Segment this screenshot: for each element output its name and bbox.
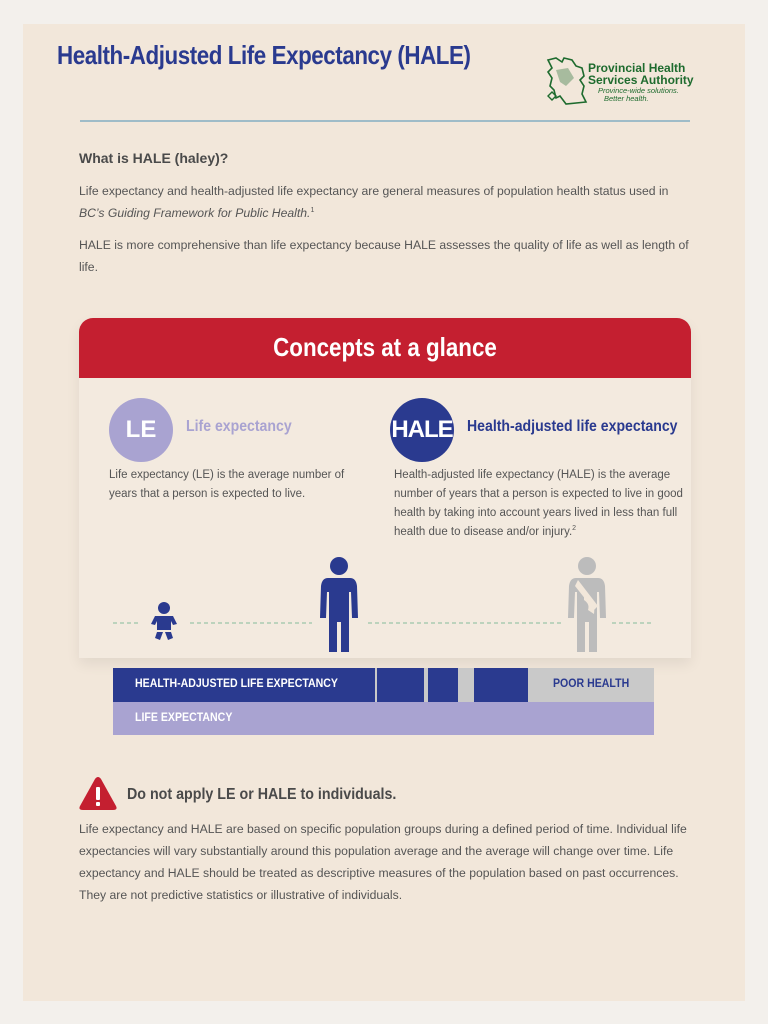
- baby-icon: [151, 602, 177, 640]
- poor-health-label: POOR HEALTH: [553, 678, 630, 690]
- hale-description: [394, 466, 684, 542]
- hale-segment-2: [377, 668, 424, 702]
- intro-paragraph-2: HALE is more comprehensive than life expectancy because HALE assesses the quality of life as well as length of life.: [79, 238, 689, 274]
- section-heading: What is HALE (haley)?: [79, 150, 229, 166]
- logo-tagline-1: Province-wide solutions.: [598, 86, 679, 95]
- concepts-banner: [79, 318, 691, 378]
- intro-paragraph-1: [79, 180, 689, 224]
- le-badge: LE: [109, 398, 173, 462]
- adult-figure-icon: [320, 557, 358, 652]
- hale-description-text: Health-adjusted life expectancy (HALE) is the average number of years that a person is expected to live in good health by taking into account years lived in less than full health due to disease and/or injury.: [394, 469, 683, 538]
- hale-bar: [113, 668, 654, 702]
- page-title: Health-Adjusted Life Expectancy (HALE): [57, 40, 471, 70]
- warning-title: Do not apply LE or HALE to individuals.: [127, 786, 397, 803]
- framework-reference: BC’s Guiding Framework for Public Health.: [79, 206, 311, 220]
- hale-badge: HALE: [390, 398, 454, 462]
- logo-tagline-2: Better health.: [604, 94, 649, 103]
- hale-label: Health-adjusted life expectancy: [467, 418, 678, 435]
- footnote-ref-2: 2: [572, 525, 577, 533]
- footnote-ref-1: 1: [310, 206, 315, 214]
- bc-map-logo-icon: [546, 56, 590, 106]
- logo-tagline: [598, 87, 679, 103]
- le-description: Life expectancy (LE) is the average number of years that a person is expected to live.: [109, 469, 345, 500]
- le-bar: [113, 702, 654, 735]
- injured-figure-icon: [568, 557, 606, 652]
- logo-line-2: Services Authority: [588, 73, 694, 87]
- hale-segment-3: [428, 668, 458, 702]
- le-label: Life expectancy: [186, 418, 292, 435]
- intro-paragraph-1-text: Life expectancy and health-adjusted life expectancy are general measures of population health status used in: [79, 184, 669, 198]
- logo-name: [588, 62, 694, 86]
- life-expectancy-bar: [113, 668, 654, 735]
- le-bar-label: LIFE EXPECTANCY: [135, 712, 233, 724]
- warning-body: Life expectancy and HALE are based on specific population groups during a defined period of time. Individual life expectancies will vary substantially around this population average and the average will change over time. Life expectancy and HALE should be treated as descriptive measures of the population based on past occurrences. They are not predictive statistics or illustrative of individuals.: [79, 822, 687, 902]
- concepts-title: Concepts at a glance: [273, 332, 497, 362]
- phsa-logo: [546, 56, 696, 108]
- hale-segment-4: [474, 668, 528, 702]
- header-divider: [80, 120, 690, 122]
- warning-triangle-icon: [78, 776, 118, 812]
- logo-line-1: Provincial Health: [588, 61, 686, 75]
- lifespan-figures: [0, 550, 768, 680]
- hale-bar-label: HEALTH-ADJUSTED LIFE EXPECTANCY: [135, 678, 338, 690]
